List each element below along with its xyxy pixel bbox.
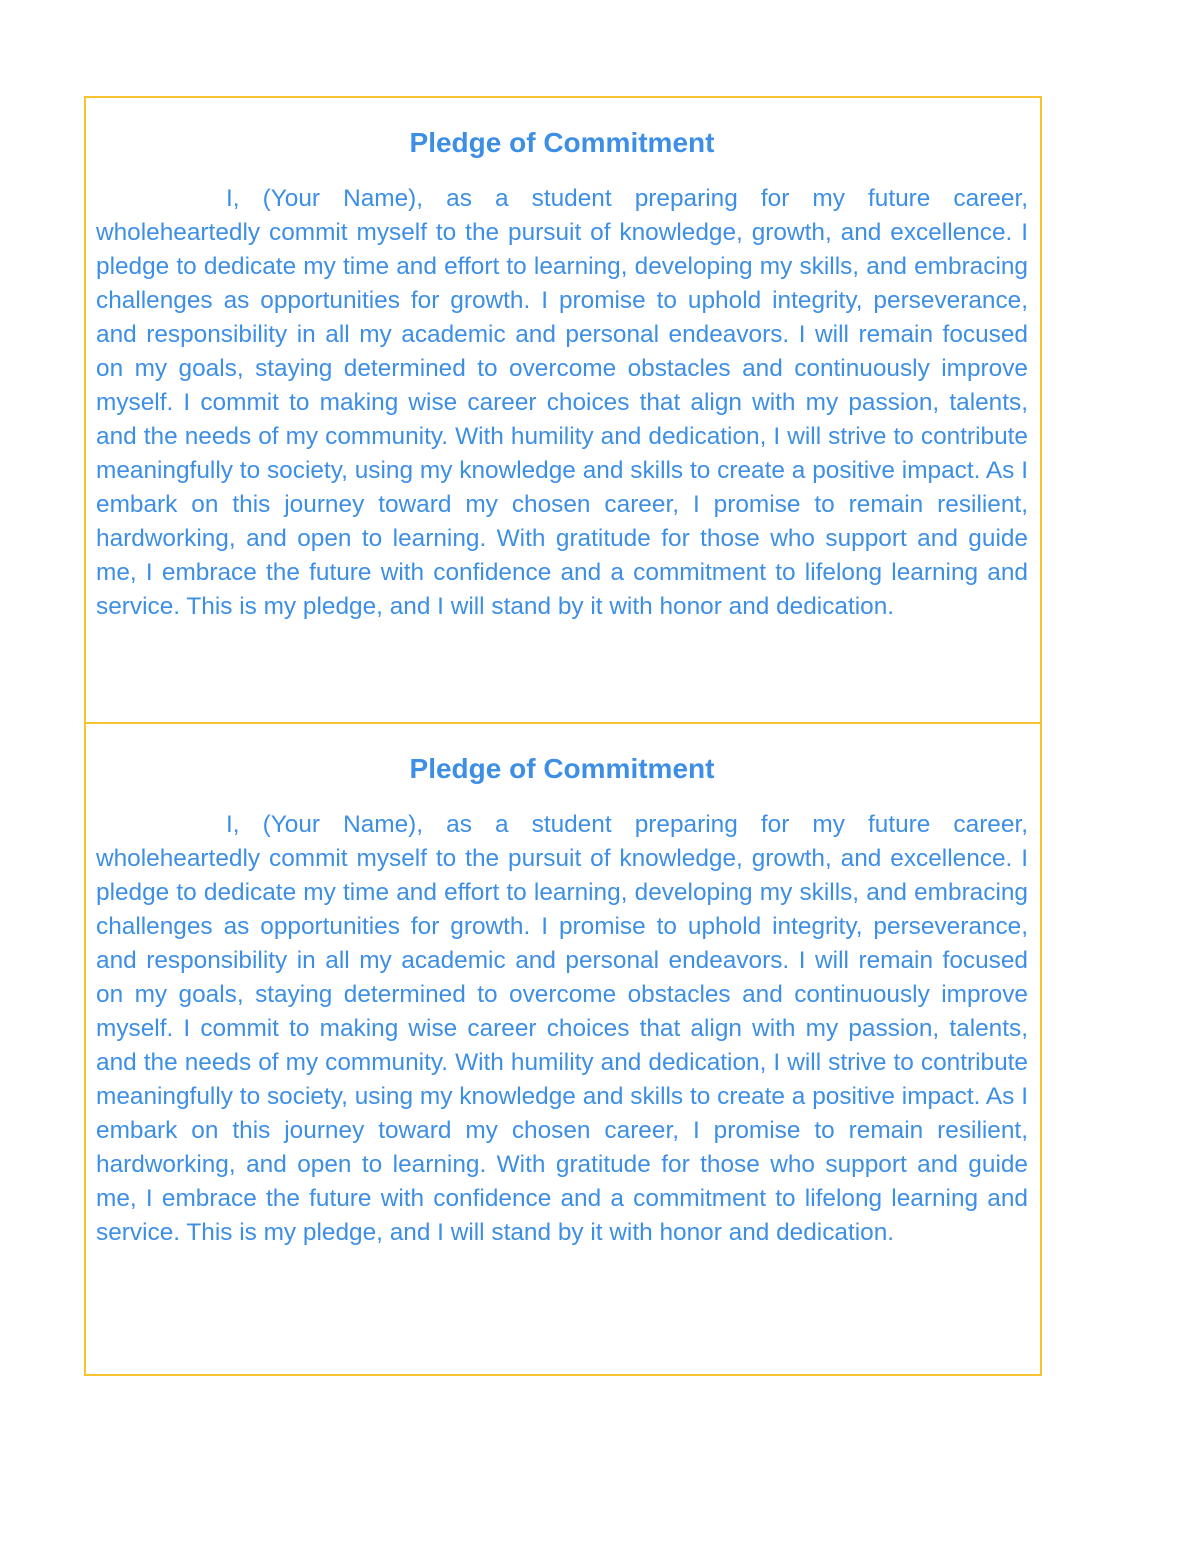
pledge-card-2 — [86, 724, 1040, 1376]
pledge-card-1 — [86, 98, 1040, 724]
pledge-text-1: I, (Your Name), as a student preparing for my future career, wholeheartedly commit myself to the pursuit of knowledge, growth, and excellence. I pledge to dedicate my time and effort to learning, developing my skills, and embracing challenges as opportunities for growth. I promise to uphold integrity, perseverance, and responsibility in all my academic and personal endeavors. I will remain focused on my goals, staying determined to overcome obstacles and continuously improve myself. I commit to making wise career choices that align with my passion, talents, and the needs of my community. With humility and dedication, I will strive to contribute meaningfully to society, using my knowledge and skills to create a positive impact. As I embark on this journey toward my chosen career, I promise to remain resilient, hardworking, and open to learning. With gratitude for those who support and guide me, I embrace the future with confidence and a commitment to lifelong learning and service. This is my pledge, and I will stand by it with honor and dedication. — [96, 185, 1028, 620]
pledge-title-2: Pledge of Commitment — [409, 753, 715, 784]
pledge-text-2: I, (Your Name), as a student preparing for my future career, wholeheartedly commit myself to the pursuit of knowledge, growth, and excellence. I pledge to dedicate my time and effort to learning, developing my skills, and embracing challenges as opportunities for growth. I promise to uphold integrity, perseverance, and responsibility in all my academic and personal endeavors. I will remain focused on my goals, staying determined to overcome obstacles and continuously improve myself. I commit to making wise career choices that align with my passion, talents, and the needs of my community. With humility and dedication, I will strive to contribute meaningfully to society, using my knowledge and skills to create a positive impact. As I embark on this journey toward my chosen career, I promise to remain resilient, hardworking, and open to learning. With gratitude for those who support and guide me, I embrace the future with confidence and a commitment to lifelong learning and service. This is my pledge, and I will stand by it with honor and dedication. — [96, 811, 1028, 1246]
pledge-title-1: Pledge of Commitment — [409, 127, 715, 158]
pledge-table — [84, 96, 1042, 1376]
